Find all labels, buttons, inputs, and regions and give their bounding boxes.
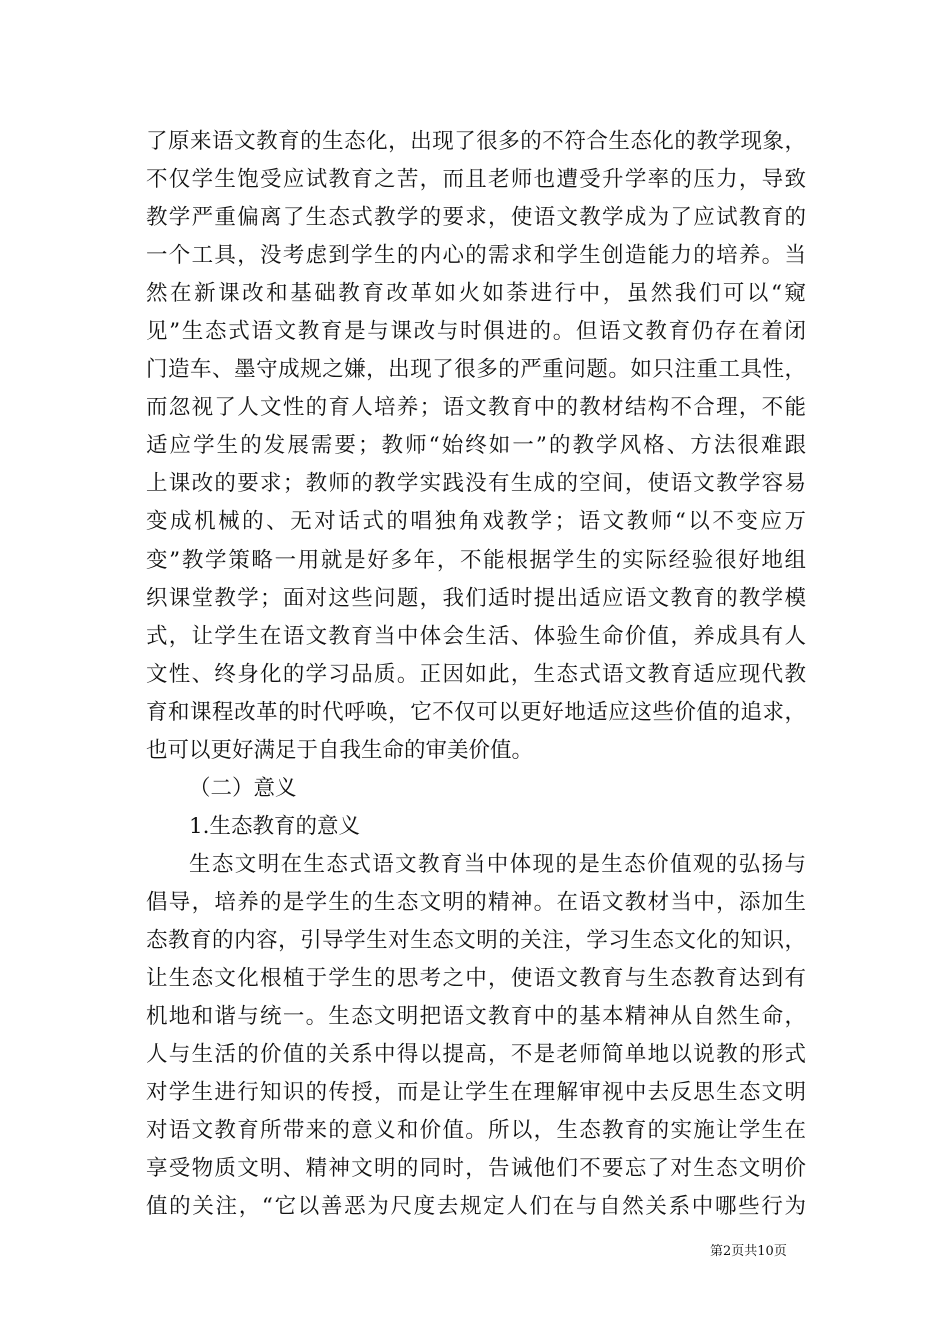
body-text xyxy=(146,123,806,1226)
text-line: 织课堂教学；面对这些问题，我们适时提出适应语文教育的教学模 xyxy=(146,585,806,611)
text-line: 机地和谐与统一。生态文明把语文教育中的基本精神从自然生命， xyxy=(146,1004,806,1030)
text-line: 育和课程改革的时代呼唤，它不仅可以更好地适应这些价值的追求， xyxy=(146,699,806,725)
text-line: 倡导，培养的是学生的生态文明的精神。在语文教材当中，添加生 xyxy=(146,889,806,915)
text-line: 不仅学生饱受应试教育之苦，而且老师也遭受升学率的压力，导致 xyxy=(146,167,806,193)
page-number: 第2页共10页 xyxy=(710,1244,787,1259)
text-line: 值的关注，“它以善恶为尺度去规定人们在与自然关系中哪些行为 xyxy=(146,1194,806,1220)
text-line: 人与生活的价值的关系中得以提高，不是老师简单地以说教的形式 xyxy=(146,1042,806,1068)
text-line: 而忽视了人文性的育人培养；语文教育中的教材结构不合理，不能 xyxy=(146,395,806,421)
text-line: 对语文教育所带来的意义和价值。所以，生态教育的实施让学生在 xyxy=(146,1118,806,1144)
text-line: 态教育的内容，引导学生对生态文明的关注，学习生态文化的知识， xyxy=(146,927,806,953)
text-line: 一个工具，没考虑到学生的内心的需求和学生创造能力的培养。当 xyxy=(146,243,806,269)
text-line: 文性、终身化的学习品质。正因如此，生态式语文教育适应现代教 xyxy=(146,661,806,687)
text-line: 教学严重偏离了生态式教学的要求，使语文教学成为了应试教育的 xyxy=(146,205,806,231)
text-line: 变成机械的、无对话式的唱独角戏教学；语文教师“以不变应万 xyxy=(146,509,806,535)
text-line: 适应学生的发展需要；教师“始终如一”的教学风格、方法很难跟 xyxy=(146,433,806,459)
text-line: 了原来语文教育的生态化，出现了很多的不符合生态化的教学现象， xyxy=(146,129,806,154)
text-line: 见”生态式语文教育是与课改与时俱进的。但语文教育仍存在着闭 xyxy=(146,319,806,345)
text-line: 门造车、墨守成规之嫌，出现了很多的严重问题。如只注重工具性， xyxy=(146,357,806,383)
text-line: 生态文明在生态式语文教育当中体现的是生态价值观的弘扬与 xyxy=(189,851,806,877)
text-line: 上课改的要求；教师的教学实践没有生成的空间，使语文教学容易 xyxy=(146,471,806,497)
text-line: 式，让学生在语文教育当中体会生活、体验生命价值，养成具有人 xyxy=(146,623,806,649)
text-line: 对学生进行知识的传授，而是让学生在理解审视中去反思生态文明 xyxy=(146,1080,806,1106)
text-line: 让生态文化根植于学生的思考之中，使语文教育与生态教育达到有 xyxy=(146,966,806,992)
text-line: 享受物质文明、精神文明的同时，告诫他们不要忘了对生态文明价 xyxy=(146,1156,806,1182)
text-line: 也可以更好满足于自我生命的审美价值。 xyxy=(146,737,534,763)
text-line: 然在新课改和基础教育改革如火如荼进行中，虽然我们可以“窥 xyxy=(146,281,806,307)
text-line: 变”教学策略一用就是好多年，不能根据学生的实际经验很好地组 xyxy=(146,547,806,573)
subsection-heading: 1.生态教育的意义 xyxy=(189,813,361,839)
section-heading: （二）意义 xyxy=(189,775,297,801)
